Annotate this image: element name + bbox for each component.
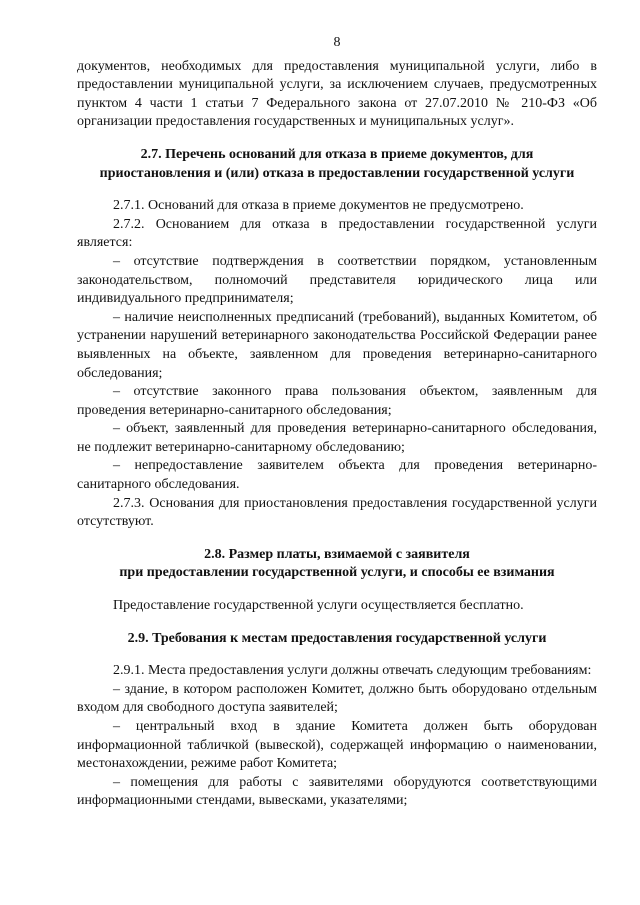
list-item: – объект, заявленный для проведения ветеринарно-санитарного обследования, не подлежит ветеринарно-санитарному обследованию; [77, 421, 597, 455]
intro-paragraph: документов, необходимых для предоставления муниципальной услуги, либо в предоставлении муниципальной услуги, за исключением случаев, предусмотренных пунктом 4 части 1 статьи 7 Федерального закона от 27.07.2010 № 210-ФЗ «Об организации предоставления государственных и муниципальных услуг». [77, 58, 597, 130]
section-2-7-heading-line2: приостановления и (или) отказа в предоставлении государственной услуги [99, 165, 575, 181]
list-item: – центральный вход в здание Комитета должен быть оборудован информационной табличкой (вывеской), содержащей информацию о наименовании, местонахождении, режиме работ Комитета; [77, 719, 597, 772]
section-2-9-heading-line: 2.9. Требования к местам предоставления государственной услуги [127, 630, 547, 646]
section-2-8-heading [77, 546, 597, 583]
section-2-9-heading [77, 630, 597, 649]
section-2-7-heading-line1: 2.7. Перечень оснований для отказа в приеме документов, для [140, 146, 534, 162]
section-2-8-heading-line1: 2.8. Размер платы, взимаемой с заявителя [204, 546, 470, 562]
list-item: – отсутствие законного права пользования объектом, заявленным для проведения ветеринарно-санитарного обследования; [77, 384, 597, 418]
paragraph-2-7-2: 2.7.2. Основанием для отказа в предоставлении государственной услуги является: [77, 216, 597, 251]
list-item: – помещения для работы с заявителями оборудуются соответствующими информационными стендами, вывесками, указателями; [77, 774, 597, 809]
section-2-8-heading-line2: при предоставлении государственной услуги, и способы ее взимания [119, 565, 555, 581]
paragraph-2-7-3: 2.7.3. Основания для приостановления предоставления государственной услуги отсутствуют. [77, 495, 597, 530]
list-item: – непредоставление заявителем объекта для проведения ветеринарно-санитарного обследования. [77, 458, 597, 493]
list-item: – здание, в котором расположен Комитет, должно быть оборудовано отдельным входом для свободного доступа заявителей; [77, 681, 597, 716]
paragraph-2-9-1: 2.9.1. Места предоставления услуги должны отвечать следующим требованиям: [113, 663, 592, 679]
list-item: – отсутствие подтверждения в соответствии порядком, установленным законодательством, полномочий представителя юридического лица или индивидуального предпринимателя; [77, 253, 597, 307]
list-item: – наличие неисполненных предписаний (требований), выданных Комитетом, об устранении нарушений ветеринарного законодательства Российской Федерации ранее выявленных на объекте, заявленном для проведения ветеринарно-санитарного обследования; [77, 309, 597, 381]
paragraph-2-8: Предоставление государственной услуги осуществляется бесплатно. [113, 598, 524, 614]
page-number: 8 [333, 35, 341, 50]
section-2-7-heading [77, 146, 597, 183]
paragraph-2-7-1: 2.7.1. Оснований для отказа в приеме документов не предусмотрено. [113, 198, 524, 214]
